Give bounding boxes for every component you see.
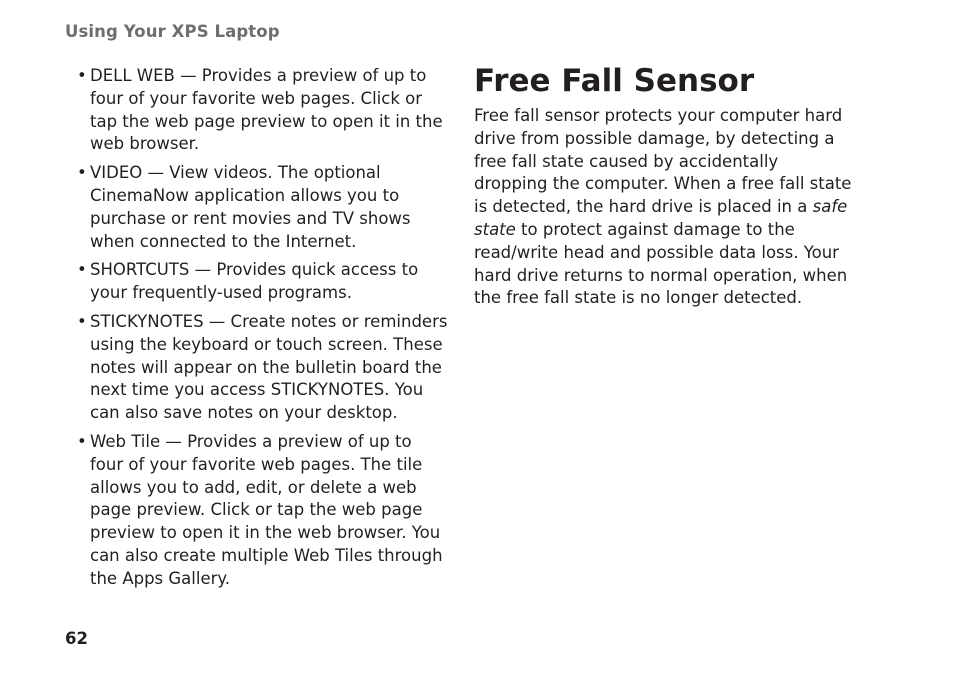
page-number: 62	[65, 629, 88, 648]
list-item	[76, 259, 448, 305]
list-item-text: SHORTCUTS — Provides quick access to your frequently-used programs.	[90, 260, 419, 303]
section-title: Free Fall Sensor	[474, 63, 755, 99]
list-item-text: Web Tile — Provides a preview of up to four of your favorite web pages. The tile allows you to add, edit, or delete a web page preview. Click or tap the web page preview to open it in the web browser. You can also create multiple Web Tiles through the Apps Gallery.	[90, 431, 443, 588]
bullet-icon: •	[77, 311, 87, 331]
bullet-icon: •	[77, 66, 87, 85]
list-item	[76, 65, 448, 156]
list-item	[76, 162, 448, 253]
list-item-text: VIDEO — View videos. The optional CinemaNow application allows you to purchase or rent movies and TV shows when connected to the Internet.	[90, 163, 411, 251]
section-body-emphasis: safe state	[474, 197, 848, 239]
bullet-icon: •	[77, 163, 87, 183]
list-item	[76, 431, 448, 591]
section-body-text-2: to protect against damage to the read/write head and possible data loss. Your hard drive returns to normal operation, when the free fall state is no longer detected.	[474, 219, 848, 308]
bullet-icon: •	[77, 260, 87, 280]
bullet-list	[76, 65, 448, 591]
list-item-text: STICKYNOTES — Create notes or reminders using the keyboard or touch screen. These notes will appear on the bulletin board the next time you access STICKYNOTES. You can also save notes on your desktop.	[90, 311, 448, 423]
list-item-text: DELL WEB — Provides a preview of up to four of your favorite web pages. Click or tap the web page preview to open it in the web browser.	[90, 66, 443, 154]
list-item	[76, 311, 448, 425]
left-column	[76, 65, 448, 597]
running-header: Using Your XPS Laptop	[65, 22, 280, 41]
bullet-icon: •	[77, 431, 87, 451]
right-column	[474, 60, 852, 310]
section-body	[474, 105, 852, 310]
section-body-text-1: Free fall sensor protects your computer hard drive from possible damage, by detecting a free fall state caused by accidentally dropping the computer. When a free fall state is detected, the hard drive is placed in a	[474, 106, 852, 217]
